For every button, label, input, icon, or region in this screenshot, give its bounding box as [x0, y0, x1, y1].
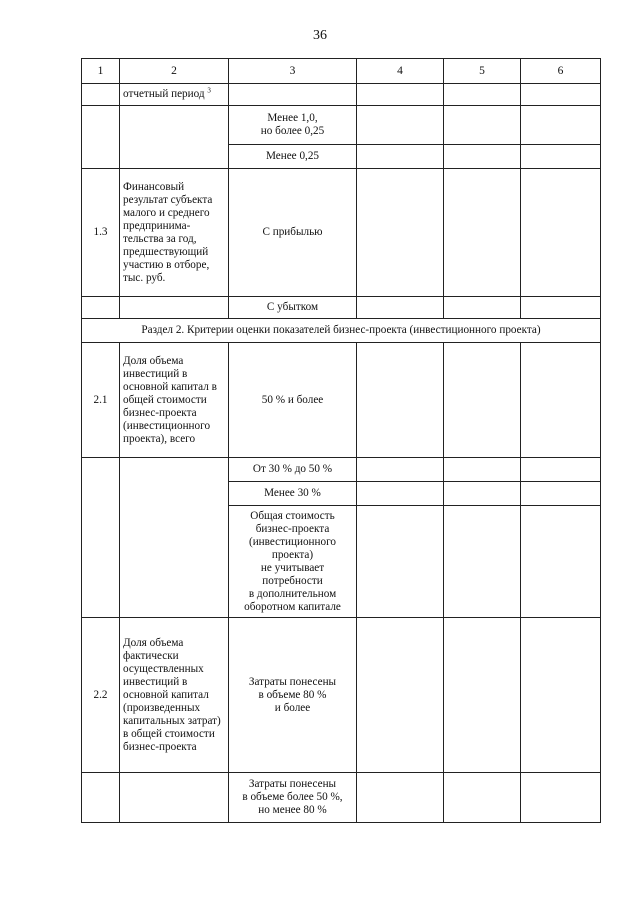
value-cell: Менее 30 %: [229, 482, 357, 506]
empty-cell: [521, 458, 601, 482]
empty-cell: [357, 482, 444, 506]
empty-cell: [521, 106, 601, 145]
item-number: 1.3: [82, 169, 120, 297]
empty-cell: [120, 106, 229, 169]
value-cell: Затраты понесены в объеме 80 % и более: [229, 618, 357, 773]
value-cell: От 30 % до 50 %: [229, 458, 357, 482]
empty-cell: [82, 773, 120, 823]
empty-cell: [82, 84, 120, 106]
empty-cell: [357, 506, 444, 618]
empty-cell: [444, 169, 521, 297]
value-cell: Затраты понесены в объеме более 50 %, но менее 80 %: [229, 773, 357, 823]
table-row: [82, 343, 601, 458]
table-row: [82, 458, 601, 482]
empty-cell: [444, 106, 521, 145]
empty-cell: [357, 84, 444, 106]
criterion-text: отчетный период: [123, 88, 205, 100]
empty-cell: [82, 458, 120, 618]
empty-cell: [357, 169, 444, 297]
empty-cell: [521, 84, 601, 106]
empty-cell: [521, 297, 601, 319]
header-cell: 1: [82, 59, 120, 84]
empty-cell: [229, 84, 357, 106]
empty-cell: [120, 773, 229, 823]
empty-cell: [521, 506, 601, 618]
value-cell: Менее 1,0, но более 0,25: [229, 106, 357, 145]
footnote-marker: 3: [207, 86, 211, 95]
empty-cell: [521, 343, 601, 458]
empty-cell: [82, 297, 120, 319]
empty-cell: [521, 169, 601, 297]
empty-cell: [82, 106, 120, 169]
item-number: 2.2: [82, 618, 120, 773]
criterion-cell: [120, 84, 229, 106]
empty-cell: [521, 145, 601, 169]
item-number: 2.1: [82, 343, 120, 458]
empty-cell: [521, 773, 601, 823]
criterion-cell: Доля объема инвестиций в основной капитал в общей стоимости бизнес-проекта (инвестиционного проекта), всего: [120, 343, 229, 458]
table-row: [82, 297, 601, 319]
empty-cell: [444, 343, 521, 458]
value-cell: Менее 0,25: [229, 145, 357, 169]
empty-cell: [357, 106, 444, 145]
empty-cell: [357, 458, 444, 482]
value-cell: С убытком: [229, 297, 357, 319]
table-header-row: [82, 59, 601, 84]
empty-cell: [357, 618, 444, 773]
empty-cell: [444, 506, 521, 618]
header-cell: 5: [444, 59, 521, 84]
empty-cell: [444, 297, 521, 319]
criteria-table: [81, 58, 601, 823]
criterion-cell: Доля объема фактически осуществленных инвестиций в основной капитал (произведенных капитальных затрат) в общей стоимости бизнес-проекта: [120, 618, 229, 773]
empty-cell: [120, 297, 229, 319]
empty-cell: [120, 458, 229, 618]
table-row: [82, 773, 601, 823]
table-row: [82, 618, 601, 773]
criterion-cell: Финансовый результат субъекта малого и среднего предпринима-тельства за год, предшествующий участию в отборе, тыс. руб.: [120, 169, 229, 297]
header-cell: 2: [120, 59, 229, 84]
empty-cell: [444, 84, 521, 106]
header-cell: 4: [357, 59, 444, 84]
value-cell: 50 % и более: [229, 343, 357, 458]
empty-cell: [444, 458, 521, 482]
empty-cell: [357, 773, 444, 823]
empty-cell: [444, 773, 521, 823]
table-row: [82, 106, 601, 145]
empty-cell: [357, 343, 444, 458]
section-row: [82, 319, 601, 343]
value-cell: С прибылью: [229, 169, 357, 297]
page-number: 36: [313, 28, 327, 43]
header-cell: 3: [229, 59, 357, 84]
empty-cell: [444, 482, 521, 506]
header-cell: 6: [521, 59, 601, 84]
empty-cell: [521, 482, 601, 506]
table-row: [82, 84, 601, 106]
empty-cell: [444, 618, 521, 773]
empty-cell: [357, 145, 444, 169]
section-heading: Раздел 2. Критерии оценки показателей бизнес-проекта (инвестиционного проекта): [82, 319, 601, 343]
empty-cell: [357, 297, 444, 319]
empty-cell: [521, 618, 601, 773]
empty-cell: [444, 145, 521, 169]
table-row: [82, 169, 601, 297]
value-cell: Общая стоимость бизнес-проекта (инвестиционного проекта) не учитывает потребности в дополнительном оборотном капитале: [229, 506, 357, 618]
